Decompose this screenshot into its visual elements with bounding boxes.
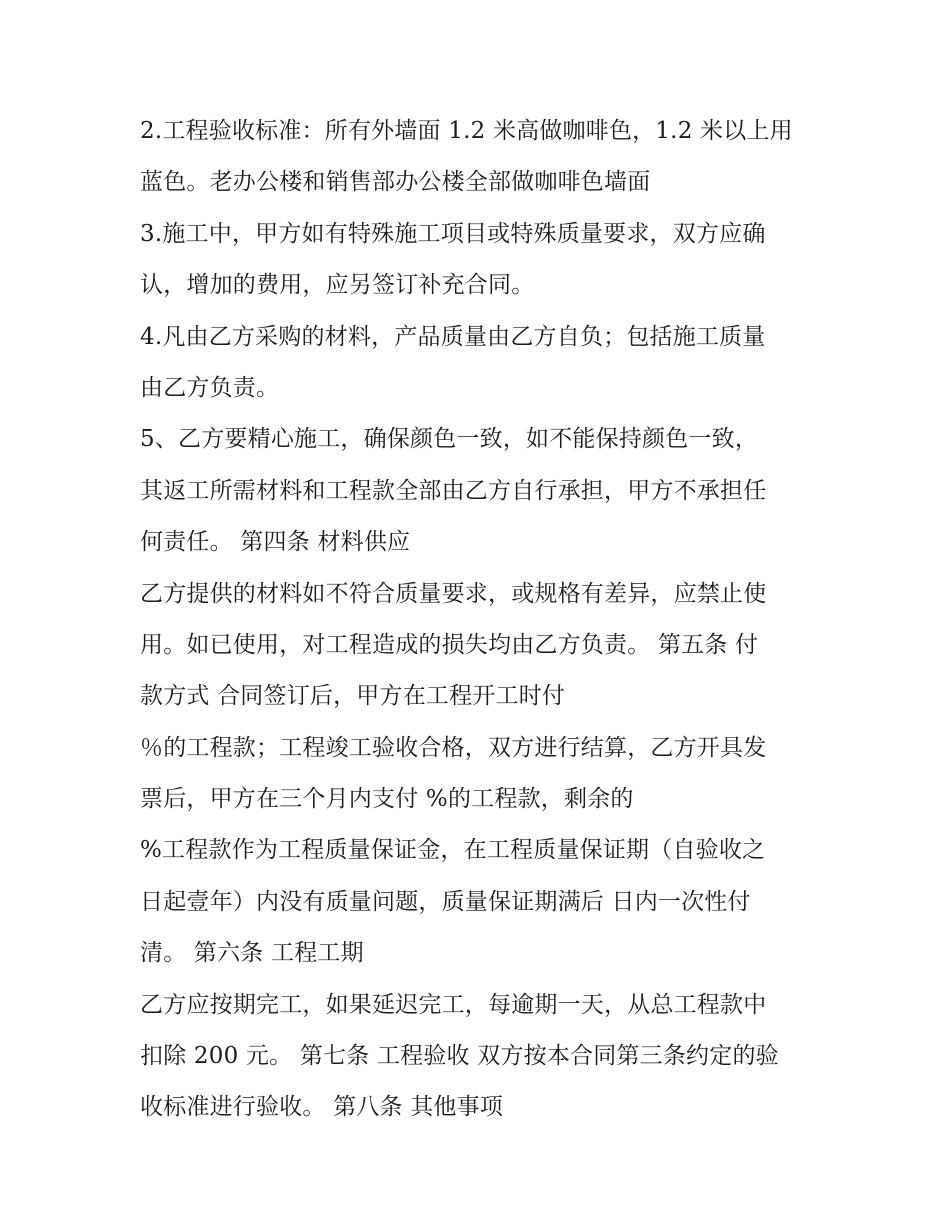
text-line: 收标准进行验收。 第八条 其他事项 bbox=[140, 1094, 504, 1121]
text-line: 3.施工中，甲方如有特殊施工项目或特殊质量要求，双方应确 bbox=[140, 220, 766, 247]
text-line: 其返工所需材料和工程款全部由乙方自行承担，甲方不承担任 bbox=[140, 477, 767, 504]
text-line: 由乙方负责。 bbox=[140, 374, 280, 401]
text-line: 5、乙方要精心施工，确保颜色一致，如不能保持颜色一致， bbox=[140, 426, 759, 453]
text-line: 扣除 200 元。 第七条 工程验收 双方按本合同第三条约定的验 bbox=[140, 1043, 779, 1070]
text-line: 2.工程验收标准：所有外墙面 1.2 米高做咖啡色，1.2 米以上用 bbox=[140, 118, 793, 144]
text-line: 清。 第六条 工程工期 bbox=[140, 940, 364, 967]
text-line: 认，增加的费用，应另签订补充合同。 bbox=[140, 272, 535, 299]
text-line: 乙方提供的材料如不符合质量要求，或规格有差异，应禁止使 bbox=[140, 580, 767, 607]
text-line: 4.凡由乙方采购的材料，产品质量由乙方自负；包括施工质量 bbox=[140, 323, 766, 350]
text-line: 乙方应按期完工，如果延迟完工，每逾期一天，从总工程款中 bbox=[140, 991, 767, 1018]
text-line: %工程款作为工程质量保证金，在工程质量保证期（自验收之 bbox=[140, 837, 766, 864]
text-line: 蓝色。老办公楼和销售部办公楼全部做咖啡色墙面 bbox=[140, 169, 651, 196]
text-line: 何责任。 第四条 材料供应 bbox=[140, 529, 411, 556]
contract-body-text bbox=[140, 106, 820, 1134]
text-line: 用。如已使用，对工程造成的损失均由乙方负责。 第五条 付 bbox=[140, 631, 759, 658]
text-line: 票后，甲方在三个月内支付 %的工程款，剩余的 bbox=[140, 786, 634, 813]
text-line: 款方式 合同签订后，甲方在工程开工时付 bbox=[140, 683, 566, 710]
text-line: ％的工程款；工程竣工验收合格，双方进行结算，乙方开具发 bbox=[140, 734, 767, 761]
text-line: 日起壹年）内没有质量问题，质量保证期满后 日内一次性付 bbox=[140, 888, 751, 915]
